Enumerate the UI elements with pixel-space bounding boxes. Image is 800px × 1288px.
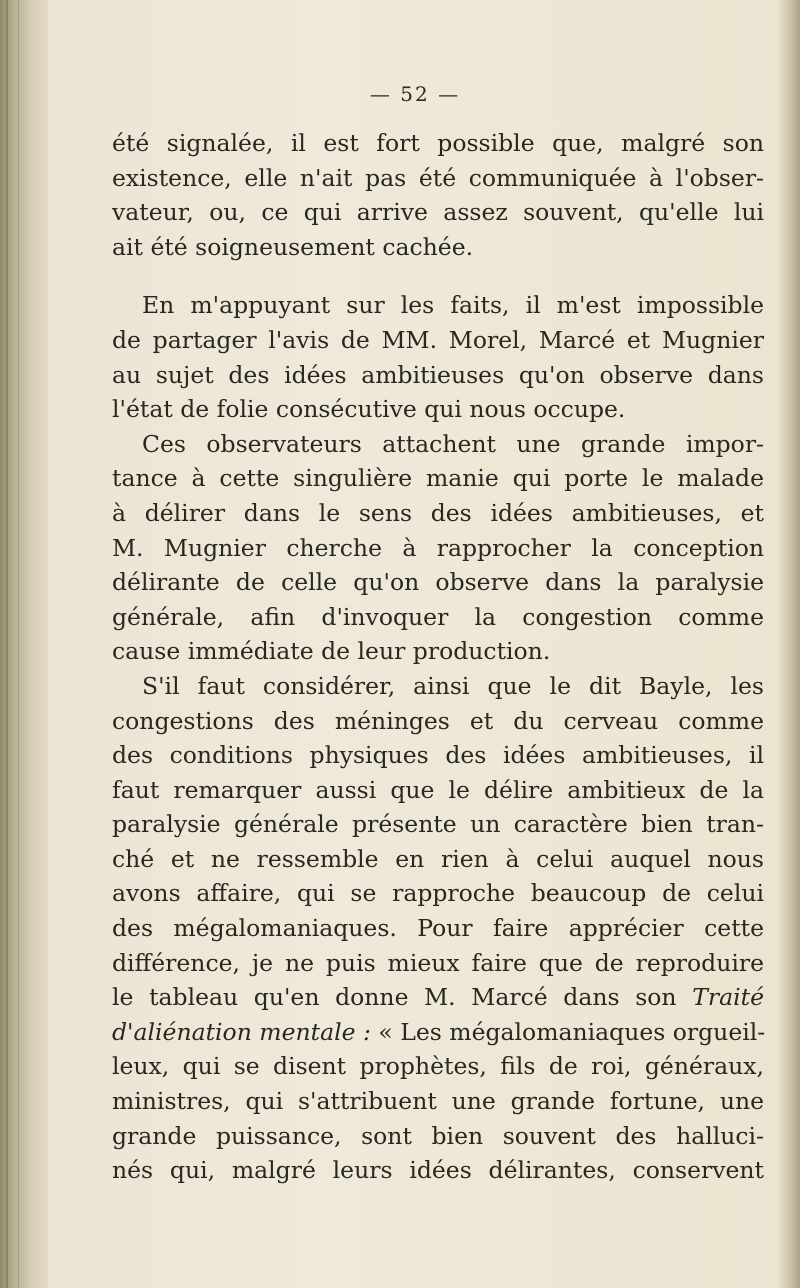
page-number: — 52 — [369,82,461,106]
text-line: vateur, ou, ce qui arrive assez souvent, qu'elle lui [112,198,764,227]
text-line: paralysie générale présente un caractère bien tran- [112,810,764,839]
text-line: des mégalomaniaques. Pour faire apprécier cette [112,914,764,943]
text-line: l'état de folie consécutive qui nous occupe. [112,395,626,424]
paragraph-2 [112,288,764,426]
paragraph-1 [112,126,764,264]
text-line: ministres, qui s'attribuent une grande fortune, une [112,1087,764,1116]
body-text [112,126,764,1188]
text-line: existence, elle n'ait pas été communiquée à l'obser- [112,163,764,192]
text-line: avons affaire, qui se rapproche beaucoup de celui [112,879,764,908]
text-line [112,980,764,1015]
text-line: des conditions physiques des idées ambitieuses, il [112,741,764,770]
text-line: été signalée, il est fort possible que, malgré son [112,129,764,157]
text-line: nés qui, malgré leurs idées délirantes, conservent [112,1156,764,1185]
text-line: ait été soigneusement cachée. [112,232,474,261]
text-line: leux, qui se disent prophètes, fils de roi, généraux, [112,1052,764,1081]
text-line [112,1015,764,1050]
text-segment: le tableau qu'en donne M. Marcé dans son [112,983,677,1012]
text-line: congestions des méninges et du cerveau comme [112,706,764,735]
text-line: grande puissance, sont bien souvent des halluci- [112,1121,764,1150]
text-line: ché et ne ressemble en rien à celui auquel nous [112,844,764,873]
page-binding-edge [0,0,48,1288]
text-line: S'il faut considérer, ainsi que le dit Bayle, les [142,671,764,700]
page-right-edge [778,0,800,1288]
text-line: de partager l'avis de MM. Morel, Marcé et Mugnier [112,325,764,354]
text-segment: « Les mégalomaniaques orgueil- [378,1017,766,1046]
text-line: au sujet des idées ambitieuses qu'on observe dans [112,360,764,389]
text-line: faut remarquer aussi que le délire ambitieux de la [112,775,764,804]
text-line: générale, afin d'invoquer la congestion comme [112,602,764,631]
book-title-segment: Traité [692,983,764,1012]
text-line: cause immédiate de leur production. [112,637,551,666]
text-line: M. Mugnier cherche à rapprocher la conception [112,533,764,562]
paragraph-4 [112,669,764,1188]
book-title-segment: d'aliénation mentale : [112,1017,371,1046]
text-line: Ces observateurs attachent une grande impor- [142,429,764,458]
text-line: En m'appuyant sur les faits, il m'est impossible [142,291,764,320]
text-line: tance à cette singulière manie qui porte le malade [112,464,764,493]
text-line: à délirer dans le sens des idées ambitieuses, et [112,498,764,527]
text-line: délirante de celle qu'on observe dans la paralysie [112,568,764,597]
paragraph-3 [112,427,764,669]
text-line: différence, je ne puis mieux faire que de reproduire [112,948,764,977]
